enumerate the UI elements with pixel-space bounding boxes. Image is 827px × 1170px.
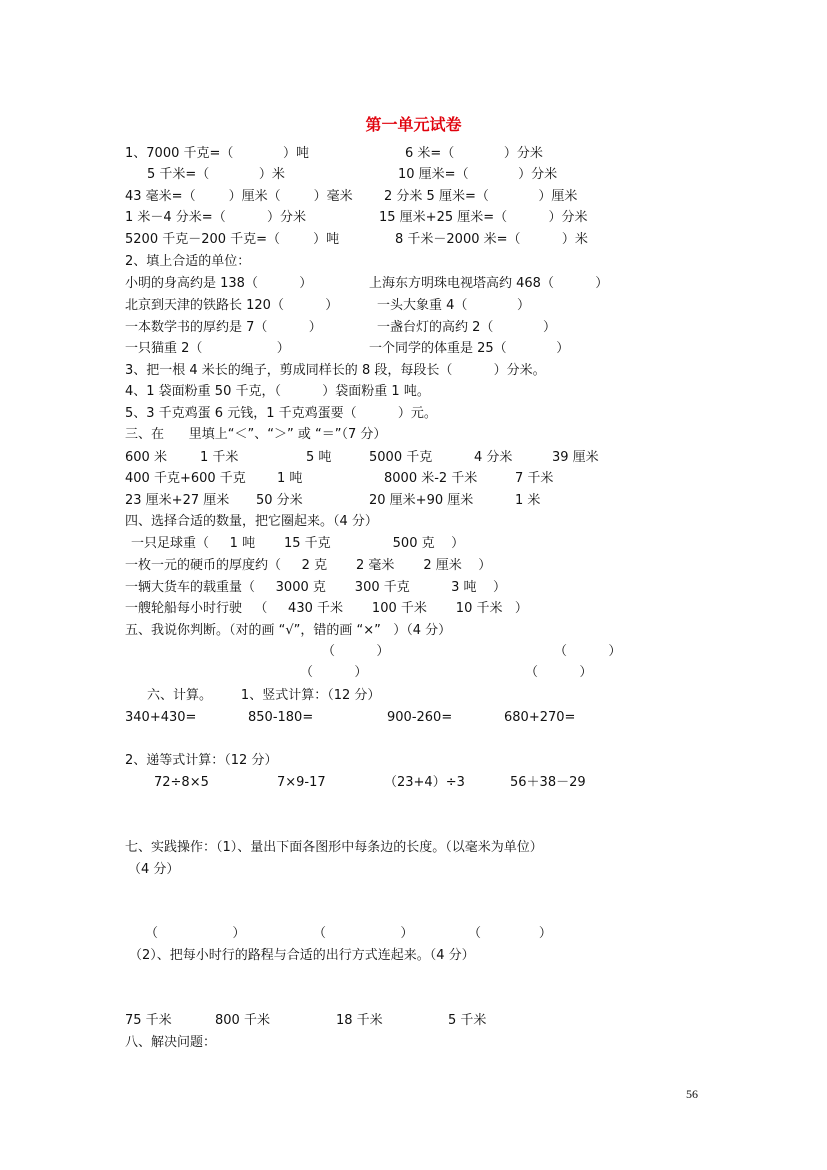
question-line: 3、把一根 4 米长的绳子，剪成同样长的 8 段，每段长（ ）分米。: [125, 363, 546, 378]
score-note: （4 分）: [128, 862, 180, 877]
question-line: 上海东方明珠电视塔高约 468（ ）: [369, 276, 609, 291]
measure-blank: （ ）: [313, 926, 414, 941]
question-line: 一盏台灯的高约 2（ ）: [377, 320, 556, 335]
judge-blank: （ ）: [322, 644, 390, 659]
choice-line: 一辆大货车的载重量（ 3000 克 300 千克 3 吨 ）: [125, 580, 507, 595]
section-heading: 2、递等式计算：（12 分）: [125, 753, 278, 768]
calc-item: 680+270=: [504, 710, 576, 725]
choice-line: 一艘轮船每小时行驶 （ 430 千米 100 千米 10 千米 ）: [125, 601, 528, 616]
question-line: 4、1 袋面粉重 50 千克，（ ）袋面粉重 1 吨。: [125, 384, 430, 399]
compare-item: 20 厘米+90 厘米: [369, 493, 474, 508]
question-line: 1、7000 千克=（ ）吨: [125, 146, 309, 161]
question-line: 43 毫米=（ ）厘米（ ）毫米: [125, 189, 353, 204]
section-heading: 2、填上合适的单位：: [125, 254, 251, 269]
compare-item: 5000 千克: [369, 450, 433, 465]
compare-item: 4 分米: [474, 450, 513, 465]
question-line: 一只猫重 2（ ）: [125, 341, 290, 356]
calc-item: 7×9-17: [277, 775, 326, 790]
page-title: 第一单元试卷: [365, 115, 462, 134]
question-line: 5、3 千克鸡蛋 6 元钱，1 千克鸡蛋要（ ）元。: [125, 406, 437, 421]
measure-blank: （ ）: [468, 926, 552, 941]
question-line: 15 厘米+25 厘米=（ ）分米: [379, 210, 588, 225]
question-line: 一头大象重 4（ ）: [377, 298, 530, 313]
compare-item: 1 吨: [277, 471, 303, 486]
compare-item: 1 千米: [200, 450, 239, 465]
compare-item: 5 吨: [306, 450, 332, 465]
compare-item: 600 米: [125, 450, 167, 465]
calc-item: 340+430=: [125, 710, 197, 725]
question-line: 小明的身高约是 138（ ）: [125, 276, 313, 291]
section-heading: 四、选择合适的数量，把它圈起来。（4 分）: [125, 514, 378, 529]
compare-item: 400 千克+600 千克: [125, 471, 246, 486]
page-number: 56: [686, 1087, 698, 1101]
judge-blank: （ ）: [300, 665, 368, 680]
distance-item: 800 千米: [215, 1013, 270, 1028]
section-heading: （2）、把每小时行的路程与合适的出行方式连起来。（4 分）: [129, 948, 475, 963]
question-line: 2 分米 5 厘米=（ ）厘米: [384, 189, 578, 204]
section-heading: 八、解决问题：: [125, 1035, 217, 1050]
measure-blank: （ ）: [145, 926, 246, 941]
question-line: 北京到天津的铁路长 120（ ）: [125, 298, 339, 313]
question-line: 5200 千克－200 千克=（ ）吨: [125, 232, 340, 247]
section-heading: 三、在 里填上“＜”、“＞” 或 “＝”（7 分）: [125, 427, 387, 442]
compare-item: 7 千米: [515, 471, 554, 486]
question-line: 一本数学书的厚约是 7（ ）: [125, 320, 322, 335]
choice-line: 一枚一元的硬币的厚度约（ 2 克 2 毫米 2 厘米 ）: [125, 558, 492, 573]
compare-item: 23 厘米+27 厘米: [125, 493, 230, 508]
calc-item: 900-260=: [387, 710, 453, 725]
question-line: 1 米－4 分米=（ ）分米: [125, 210, 307, 225]
compare-item: 8000 米-2 千米: [384, 471, 478, 486]
choice-line: 一只足球重（ 1 吨 15 千克 500 克 ）: [131, 536, 465, 551]
judge-blank: （ ）: [554, 644, 622, 659]
section-heading: 五、我说你判断。（对的画 “√”，错的画 “×” ）（4 分）: [125, 623, 452, 638]
section-heading: 六、计算。 1、竖式计算：（12 分）: [147, 688, 381, 703]
distance-item: 75 千米: [125, 1013, 172, 1028]
distance-item: 18 千米: [336, 1013, 383, 1028]
question-line: 8 千米－2000 米=（ ）米: [395, 232, 588, 247]
question-line: 6 米=（ ）分米: [405, 146, 543, 161]
calc-item: 72÷8×5: [154, 775, 209, 790]
calc-item: 850-180=: [248, 710, 314, 725]
distance-item: 5 千米: [448, 1013, 487, 1028]
section-heading: 七、实践操作：（1）、量出下面各图形中每条边的长度。（以毫米为单位）: [125, 840, 543, 855]
compare-item: 1 米: [515, 493, 541, 508]
judge-blank: （ ）: [525, 665, 593, 680]
question-line: 10 厘米=（ ）分米: [398, 167, 558, 182]
question-line: 5 千米=（ ）米: [147, 167, 285, 182]
compare-item: 39 厘米: [552, 450, 599, 465]
compare-item: 50 分米: [256, 493, 303, 508]
question-line: 一个同学的体重是 25（ ）: [369, 341, 570, 356]
calc-item: 56＋38－29: [510, 775, 586, 790]
calc-item: （23+4）÷3: [384, 775, 465, 790]
